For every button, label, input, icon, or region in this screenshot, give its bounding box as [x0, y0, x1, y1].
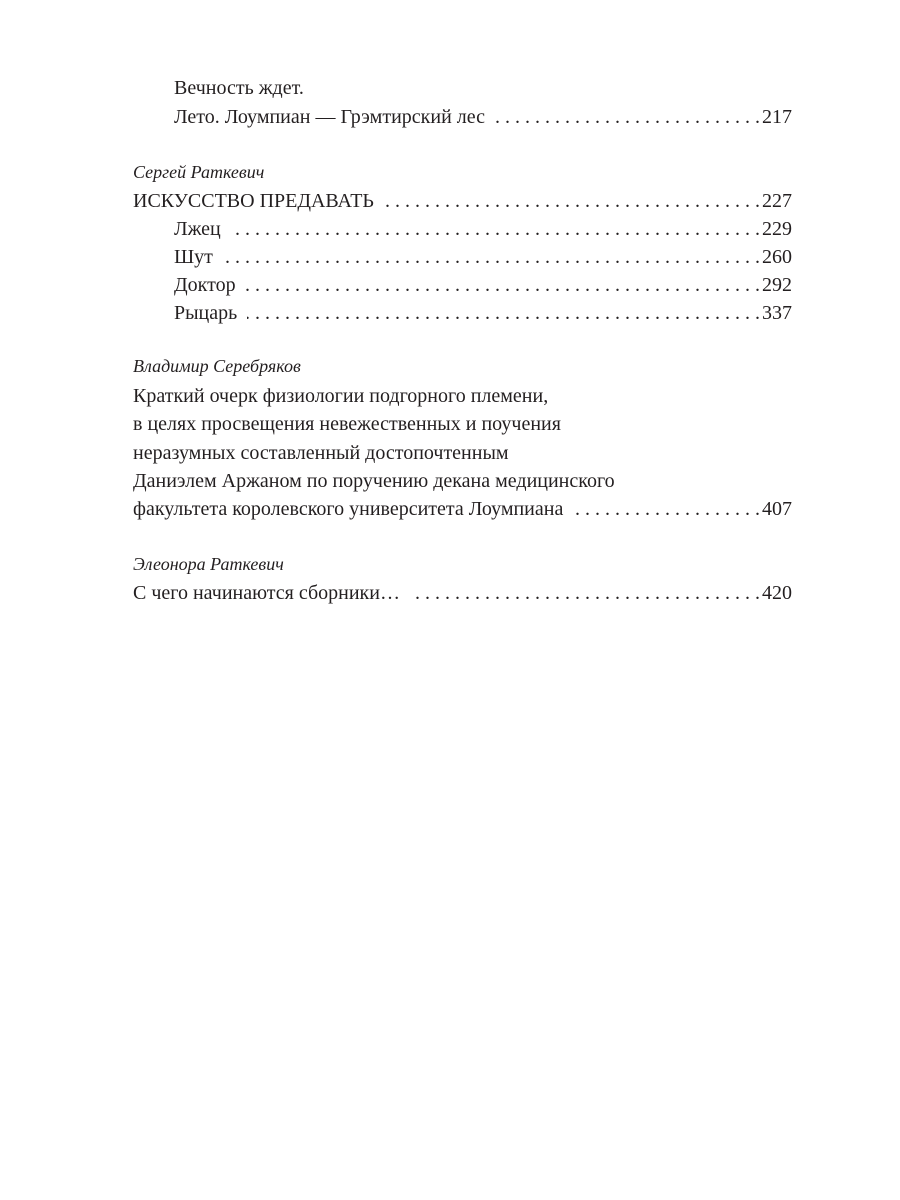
entry-title: неразумных составленный достопочтенным: [133, 442, 509, 464]
author-name: [133, 550, 792, 578]
entry-title: Доктор: [174, 274, 236, 296]
page-number: 337: [762, 302, 792, 324]
entry-title: Рыцарь: [174, 302, 238, 324]
page-number: 260: [762, 246, 792, 268]
dot-leader: [247, 299, 760, 327]
entry-title: в целях просвещения невежественных и поучения: [133, 413, 561, 435]
toc-entry: [133, 579, 792, 607]
entry-title: Даниэлем Аржаном по поручению декана медицинского: [133, 470, 615, 492]
entry-title: Лето. Лоумпиан — Грэмтирский лес: [174, 106, 486, 128]
entry-title: Шут: [174, 246, 213, 268]
dot-leader: [573, 495, 760, 523]
page-number: 420: [762, 582, 792, 604]
author-text: Сергей Раткевич: [133, 162, 265, 182]
entry-title: факультета королевского университета Лоумпиана: [133, 498, 564, 520]
dot-leader: [231, 215, 760, 243]
entry-title: Лжец: [174, 218, 221, 240]
author-name: [133, 352, 792, 380]
toc-entry: [174, 74, 792, 102]
toc-entry: [133, 495, 792, 523]
page-number: 217: [762, 106, 792, 128]
page-number: 292: [762, 274, 792, 296]
entry-title: Вечность ждет.: [174, 77, 304, 99]
toc-entry: [133, 467, 792, 495]
author-text: Элеонора Раткевич: [133, 554, 284, 574]
toc-entry: [133, 382, 792, 410]
toc-entry: [174, 103, 792, 131]
dot-leader: [384, 187, 760, 215]
entry-title: С чего начинаются сборники…: [133, 582, 400, 604]
dot-leader: [246, 271, 760, 299]
toc-entry: [174, 299, 792, 327]
dot-leader: [495, 103, 760, 131]
toc-entry: [174, 243, 792, 271]
author-name: [133, 158, 792, 186]
toc-entry: [133, 410, 792, 438]
author-text: Владимир Серебряков: [133, 356, 301, 376]
toc-entry: [174, 215, 792, 243]
page-number: 229: [762, 218, 792, 240]
dot-leader: [223, 243, 760, 271]
entry-title: ИСКУССТВО ПРЕДАВАТЬ: [133, 190, 374, 212]
toc-entry: [174, 271, 792, 299]
entry-title: Краткий очерк физиологии подгорного племени,: [133, 385, 549, 407]
toc-entry: [133, 187, 792, 215]
page-number: 227: [762, 190, 792, 212]
dot-leader: [410, 579, 760, 607]
toc-entry: [133, 439, 792, 467]
page-number: 407: [762, 498, 792, 520]
